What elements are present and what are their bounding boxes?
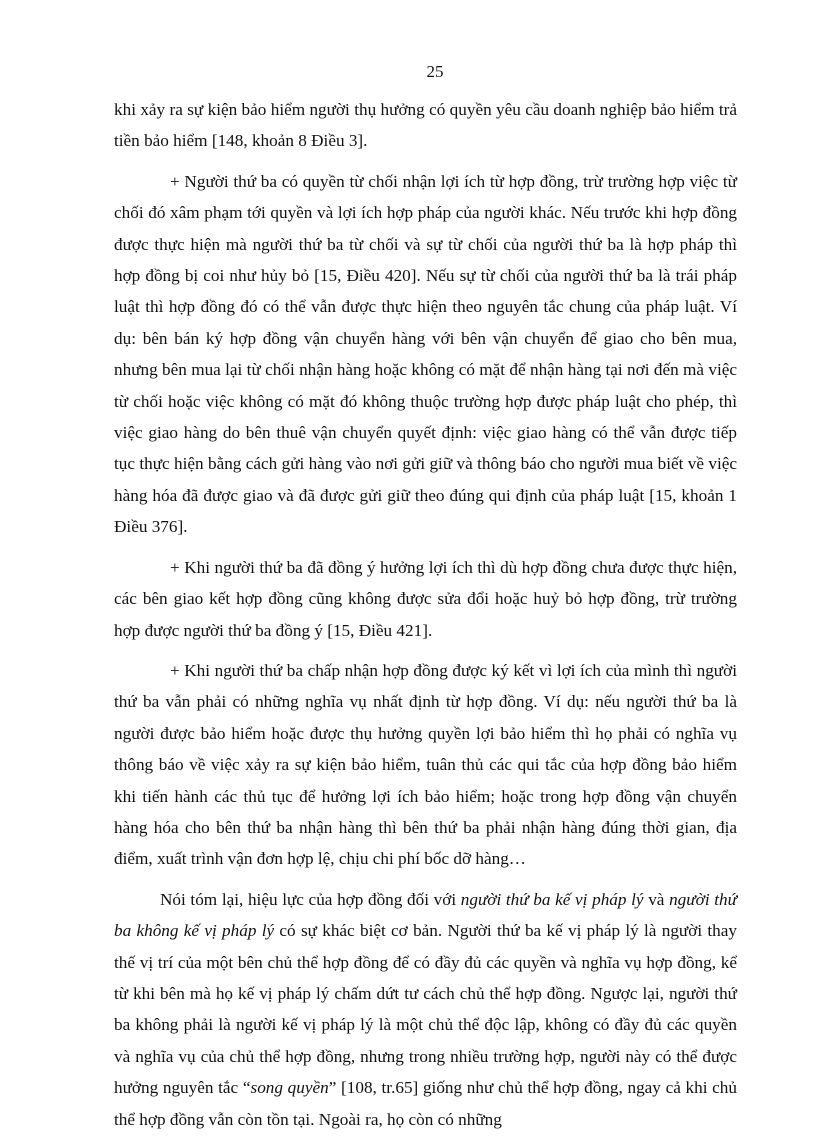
document-body (114, 94, 737, 1144)
summary-italic-dual-rights: song quyền (250, 1078, 329, 1098)
summary-italic-successor: người thứ ba kế vị pháp lý (460, 889, 644, 909)
summary-text-3: có sự khác biệt cơ bản. Người thứ ba kế vị pháp lý là người thay thế vị trí của một bên chủ thể hợp đồng để có đầy đủ các quyền và nghĩa vụ hợp đồng, kể từ khi bên mà họ kế vị pháp lý chấm dứt tư cách chủ thể hợp đồng. Ngược lại, người thứ ba không phải là người kế vị pháp lý là một chủ thể độc lập, không có đầy đủ các quyền và nghĩa vụ của chủ thể hợp đồng, nhưng trong nhiều trường hợp, người này có thể được hưởng nguyên tắc “ (114, 921, 737, 1098)
page-number: 25 (426, 62, 444, 81)
summary-text-4: ” [108, tr.65] giống như chủ thể hợp đồng, ngay cả khi chủ thể hợp đồng vẫn còn tồn tại. Ngoài ra, họ còn có những (114, 1078, 737, 1129)
summary-text-2: và (643, 889, 670, 909)
summary-italic-non-successor: người thứ ba không kế vị pháp lý (114, 889, 737, 941)
paragraph-third-party-obligations: + Khi người thứ ba chấp nhận hợp đồng được ký kết vì lợi ích của mình thì người thứ ba vẫn phải có những nghĩa vụ nhất định từ hợp đồng. Ví dụ: nếu người thứ ba là người được bảo hiểm hoặc được thụ hưởng quyền lợi bảo hiểm thì họ phải có nghĩa vụ thông báo về việc xảy ra sự kiện bảo hiểm, tuân thủ các qui tắc của hợp đồng bảo hiểm khi tiến hành các thủ tục để hưởng lợi ích bảo hiểm; hoặc trong hợp đồng vận chuyển hàng hóa cho bên thứ ba nhận hàng thì bên thứ ba phải nhận hàng đúng thời gian, địa điểm, xuất trình vận đơn hợp lệ, chịu chi phí bốc dỡ hàng… (114, 660, 737, 869)
paragraph-continuation: khi xảy ra sự kiện bảo hiểm người thụ hưởng có quyền yêu cầu doanh nghiệp bảo hiểm trả tiền bảo hiểm [148, khoản 8 Điều 3]. (114, 100, 737, 151)
paragraph-third-party-refusal: + Người thứ ba có quyền từ chối nhận lợi ích từ hợp đồng, trừ trường hợp việc từ chối đó xâm phạm tới quyền và lợi ích hợp pháp của người khác. Nếu trước khi hợp đồng được thực hiện mà người thứ ba từ chối và sự từ chối của người thứ ba là hợp pháp thì hợp đồng bị coi như hủy bỏ [15, Điều 420]. Nếu sự từ chối của người thứ ba là trái pháp luật thì hợp đồng đó có thể vẫn được thực hiện theo nguyên tắc chung của pháp luật. Ví dụ: bên bán ký hợp đồng vận chuyển hàng với bên vận chuyển để giao cho bên mua, nhưng bên mua lại từ chối nhận hàng hoặc không có mặt để nhận hàng tại nơi đến mà việc từ chối hoặc việc không có mặt đó không thuộc trường hợp được pháp luật cho phép, thì việc giao hàng do bên thuê vận chuyển quyết định: việc giao hàng có thể vẫn được tiếp tục thực hiện bằng cách gửi hàng vào nơi gửi giữ và thông báo cho người mua biết về việc hàng hóa đã được giao và đã được gửi giữ theo đúng qui định của pháp luật [15, khoản 1 Điều 376]. (114, 171, 737, 537)
paragraph-third-party-consent: + Khi người thứ ba đã đồng ý hưởng lợi ích thì dù hợp đồng chưa được thực hiện, các bên giao kết hợp đồng cũng không được sửa đổi hoặc huỷ bỏ hợp đồng, trừ trường hợp được người thứ ba đồng ý [15, Điều 421]. (114, 557, 737, 640)
summary-text-1: Nói tóm lại, hiệu lực của hợp đồng đối với (160, 889, 461, 909)
paragraph-summary (114, 884, 737, 1135)
